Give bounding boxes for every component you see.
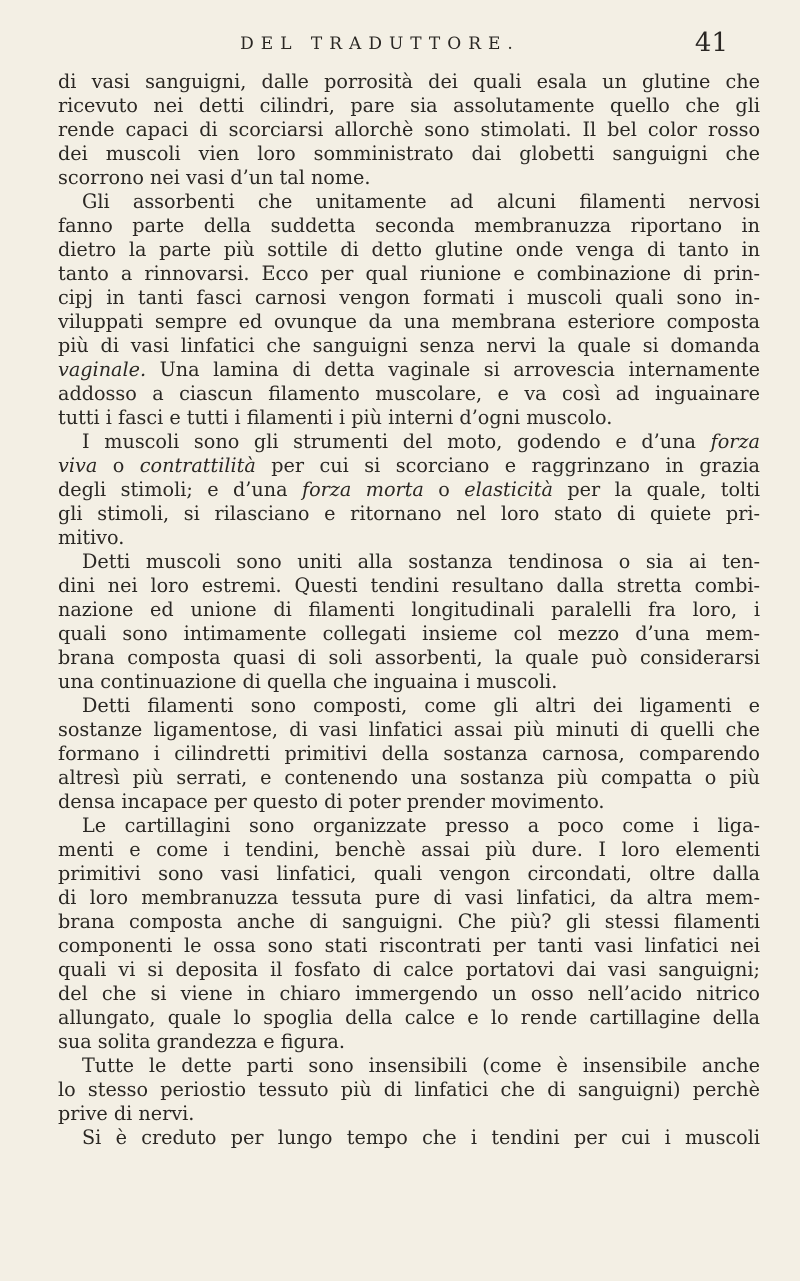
text-line: tutti i fasci e tutti i filamenti i più interni d’ogni muscolo. [58, 406, 613, 429]
text-line: brana composta quasi di soli assorbenti, la quale può considerarsi [58, 646, 760, 669]
italic-term: elasticità [464, 478, 553, 501]
text-line: Gli assorbenti che unitamente ad alcuni filamenti nervosi [82, 190, 760, 213]
italic-term: viva [58, 454, 98, 477]
text-line: brana composta anche di sanguigni. Che più? gli stessi filamenti [58, 910, 760, 933]
text-line: sua solita grandezza e figura. [58, 1030, 345, 1053]
text-line: prive di nervi. [58, 1102, 195, 1125]
text-line: dini nei loro estremi. Questi tendini resultano dalla stretta combi- [58, 574, 760, 597]
italic-term: vaginale. [58, 358, 147, 381]
text-line: quali vi si deposita il fosfato di calce portatovi dai vasi sanguigni; [58, 958, 760, 981]
text-line: vaginale. Una lamina di detta vaginale si arrovescia internamente [58, 358, 760, 381]
text-line: ricevuto nei detti cilindri, pare sia assolutamente quello che gli [58, 94, 760, 117]
text-line: I muscoli sono gli strumenti del moto, godendo e d’una forza [82, 430, 760, 453]
text-line: sostanze ligamentose, di vasi linfatici assai più minuti di quelli che [58, 718, 760, 741]
text-line: scorrono nei vasi d’un tal nome. [58, 166, 371, 189]
text-line: rende capaci di scorciarsi allorchè sono stimolati. Il bel color rosso [58, 118, 760, 141]
body-text [58, 70, 760, 1150]
text-line: Tutte le dette parti sono insensibili (come è insensibile anche [82, 1054, 760, 1077]
text-line: cipj in tanti fasci carnosi vengon formati i muscoli quali sono in- [58, 286, 760, 309]
page-number: 41 [694, 28, 728, 58]
text-line: formano i cilindretti primitivi della sostanza carnosa, comparendo [58, 742, 760, 765]
text-line: una continuazione di quella che inguaina i muscoli. [58, 670, 558, 693]
text-line: fanno parte della suddetta seconda membranuzza riportano in [58, 214, 760, 237]
text-line: quali sono intimamente collegati insieme col mezzo d’una mem- [58, 622, 760, 645]
text-line: lo stesso periostio tessuto più di linfatici che di sanguigni) perchè [58, 1078, 760, 1101]
text-line: viluppati sempre ed ovunque da una membrana esteriore composta [58, 310, 760, 333]
text-line: densa incapace per questo di poter prender movimento. [58, 790, 605, 813]
text-line: più di vasi linfatici che sanguigni senza nervi la quale si domanda [58, 334, 760, 357]
text-line: Detti muscoli sono uniti alla sostanza tendinosa o sia ai ten- [82, 550, 760, 573]
text-line: di vasi sanguigni, dalle porrosità dei quali esala un glutine che [58, 70, 760, 93]
text-line: viva o contrattilità per cui si scorciano e raggrinzano in grazia [58, 454, 760, 477]
text-line: dei muscoli vien loro somministrato dai globetti sanguigni che [58, 142, 760, 165]
text-line: gli stimoli, si rilasciano e ritornano nel loro stato di quiete pri- [58, 502, 760, 525]
text-line: Detti filamenti sono composti, come gli altri dei ligamenti e [82, 694, 760, 717]
text-line: del che si viene in chiaro immergendo un osso nell’acido nitrico [58, 982, 760, 1005]
text-line: mitivo. [58, 526, 125, 549]
text-line: di loro membranuzza tessuta pure di vasi linfatici, da altra mem- [58, 886, 760, 909]
running-head: DEL TRADUTTORE. [240, 34, 520, 54]
text-line: primitivi sono vasi linfatici, quali vengon circondati, oltre dalla [58, 862, 760, 885]
text-line: componenti le ossa sono stati riscontrati per tanti vasi linfatici nei [58, 934, 760, 957]
text-line: degli stimoli; e d’una forza morta o elasticità per la quale, tolti [58, 478, 760, 501]
text-line: Si è creduto per lungo tempo che i tendini per cui i muscoli [82, 1126, 760, 1149]
text-line: nazione ed unione di filamenti longitudinali paralelli fra loro, i [58, 598, 760, 621]
text-line: Le cartillagini sono organizzate presso a poco come i liga- [82, 814, 760, 837]
text-line: altresì più serrati, e contenendo una sostanza più compatta o più [58, 766, 760, 789]
text-line: dietro la parte più sottile di detto glutine onde venga di tanto in [58, 238, 760, 261]
text-line: addosso a ciascun filamento muscolare, e va così ad inguainare [58, 382, 760, 405]
text-line: allungato, quale lo spoglia della calce e lo rende cartillagine della [58, 1006, 760, 1029]
text-line: tanto a rinnovarsi. Ecco per qual riunione e combinazione di prin- [58, 262, 760, 285]
page-header [60, 28, 760, 68]
italic-term: forza [710, 430, 760, 453]
italic-term: forza morta [301, 478, 424, 501]
italic-term: contrattilità [139, 454, 256, 477]
text-line: menti e come i tendini, benchè assai più dure. I loro elementi [58, 838, 760, 861]
